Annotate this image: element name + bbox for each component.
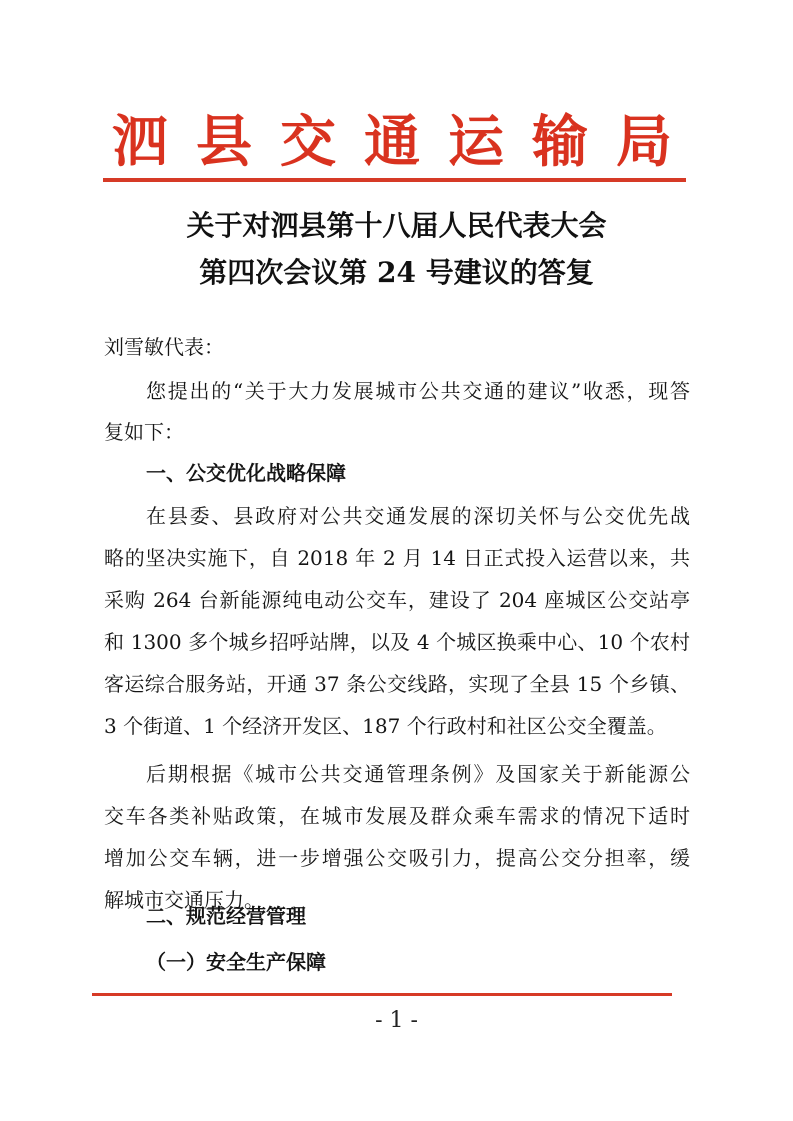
section-1-para-1-line-4: 和 1300 多个城乡招呼站牌，以及 4 个城区换乘中心、10 个农村 bbox=[104, 630, 690, 654]
section-1-heading: 一、公交优化战略保障 bbox=[146, 461, 346, 485]
org-char: 输 bbox=[532, 109, 588, 175]
org-char: 局 bbox=[616, 109, 672, 175]
document-title-line-1: 关于对泗县第十八届人民代表大会 bbox=[186, 209, 607, 242]
section-2-heading: 二、规范经营管理 bbox=[146, 904, 306, 928]
issuing-organization-title bbox=[112, 100, 672, 176]
org-char: 运 bbox=[448, 109, 504, 175]
section-1-para-2-line-4: 解城市交通压力。 bbox=[104, 888, 264, 912]
org-char: 交 bbox=[280, 109, 336, 175]
header-divider bbox=[103, 178, 686, 182]
intro-line-1: 您提出的“关于大力发展城市公共交通的建议”收悉，现答 bbox=[146, 379, 690, 403]
page-number: - 1 - bbox=[375, 1008, 418, 1033]
intro-line-2: 复如下： bbox=[104, 420, 184, 444]
section-1-para-1-line-3: 采购 264 台新能源纯电动公交车，建设了 204 座城区公交站亭 bbox=[104, 588, 690, 612]
salutation: 刘雪敏代表： bbox=[104, 335, 224, 359]
section-1-para-2-line-2: 交车各类补贴政策，在城市发展及群众乘车需求的情况下适时 bbox=[104, 804, 690, 828]
section-1-para-1-line-2: 略的坚决实施下，自 2018 年 2 月 14 日正式投入运营以来，共 bbox=[104, 546, 690, 570]
org-char: 通 bbox=[364, 109, 420, 175]
section-1-para-1-line-1: 在县委、县政府对公共交通发展的深切关怀与公交优先战 bbox=[146, 504, 690, 528]
document-title-line-2: 第四次会议第 24 号建议的答复 bbox=[199, 256, 594, 289]
section-2-subheading-1: （一）安全生产保障 bbox=[146, 950, 326, 974]
section-1-para-1-line-5: 客运综合服务站，开通 37 条公交线路，实现了全县 15 个乡镇、 bbox=[104, 672, 690, 696]
section-1-para-2-line-1: 后期根据《城市公共交通管理条例》及国家关于新能源公 bbox=[146, 762, 690, 786]
org-char: 县 bbox=[196, 109, 252, 175]
org-char: 泗 bbox=[112, 109, 168, 175]
section-1-para-2-line-3: 增加公交车辆，进一步增强公交吸引力，提高公交分担率，缓 bbox=[104, 846, 690, 870]
section-1-para-1-line-6: 3 个街道、1 个经济开发区、187 个行政村和社区公交全覆盖。 bbox=[104, 714, 667, 738]
footer-divider bbox=[92, 993, 672, 996]
